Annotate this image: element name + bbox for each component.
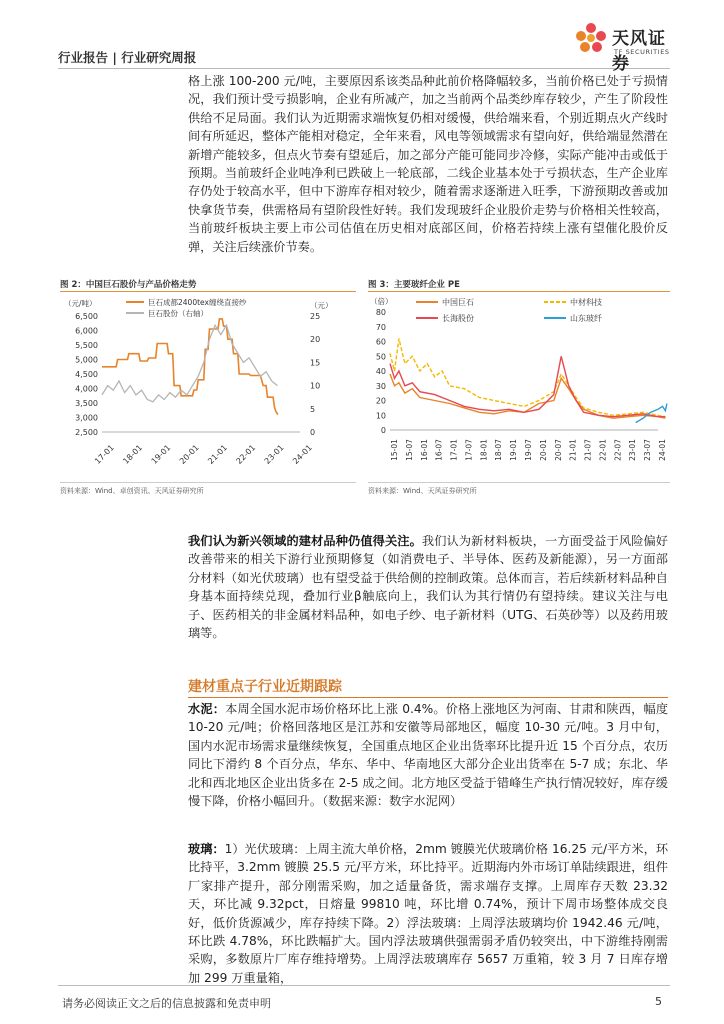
fig3-title: 图 3：主要玻纤企业 PE: [368, 280, 460, 290]
fig2-yright-tick: 5: [310, 404, 316, 414]
section-title: 建材重点子行业近期跟踪: [188, 679, 342, 695]
brand-logo: [572, 20, 682, 74]
fig3-bottom-rule: [368, 482, 670, 483]
fig3-x-tick: 18-07: [494, 439, 504, 461]
fig3-y-tick: 0: [380, 426, 386, 435]
fig2-chart: [60, 294, 360, 480]
fig2-left-unit: （元/吨）: [64, 299, 97, 308]
p4-lead: 玻璃：: [188, 842, 225, 856]
fig3-x-tick: 21-01: [568, 439, 578, 461]
fig3-x-tick: 21-07: [583, 439, 593, 461]
fig3-y-tick: 20: [375, 396, 386, 406]
fig3-series-line-3: [390, 356, 665, 416]
fig2-title: 图 2：中国巨石股价与产品价格走势: [60, 280, 197, 290]
paragraph-new-materials: [188, 532, 668, 642]
fig3-x-tick: 23-07: [643, 439, 653, 461]
fig3-legend-label: 中国巨石: [442, 298, 474, 307]
fig3-x-tick: 16-01: [419, 439, 429, 461]
fig3-x-tick: 19-01: [509, 439, 519, 461]
footer-divider: [58, 985, 670, 986]
fig2-yleft-tick: 3,500: [75, 399, 98, 408]
fig3-x-tick: 20-07: [553, 439, 563, 461]
fig2-legend-label: 巨石股份（右轴）: [148, 309, 208, 318]
fig3-legend-label: 山东玻纤: [570, 314, 602, 323]
fig2-title-rule: [60, 291, 356, 292]
fig3-x-tick: 18-01: [479, 439, 489, 461]
fig3-source: 资料来源：Wind、天风证券研究所: [368, 487, 477, 495]
fig2-yleft-tick: 5,000: [75, 355, 98, 365]
fig2-yleft-tick: 6,500: [75, 312, 98, 321]
section-divider: [188, 697, 668, 698]
paragraph-glass-fiber: 格上涨 100-200 元/吨，主要原因系该类品种此前价格降幅较多，当前价格已处于亏损情况，我们预计受亏损影响，企业有所减产，加之当前两个品类纱库存较少，产生了阶段性供给不足局面。我们认为近期需求端恢复仍相对缓慢，供给端来看，个别近期点火产线时间有所延迟，整体产能相对稳定，全年来看，风电等领域需求有望向好，供给端显然潜在新增产能较多，但点火节奏有望延后，加之部分产能可能同步冷修，实际产能冲击或低于预期。当前玻纤企业吨净利已跌破上一轮底部，二线企业基本处于亏损状态，生产企业库存仍处于较高水平，但中下游库存相对较少，随着需求逐渐进入旺季，下游预期改善或加快拿货节奏，供需格局有望阶段性好转。我们发现玻纤企业股价走势与价格相关性较高，当前玻纤板块主要上市公司估值在历史相对底部区间，价格若持续上涨有望催化股价反弹，关注后续涨价节奏。: [188, 74, 668, 254]
p3-lead: 水泥：: [188, 702, 226, 716]
fig2-x-tick: 24-01: [291, 443, 314, 466]
fig3-x-tick: 15-07: [404, 439, 414, 461]
header-divider: [58, 68, 670, 69]
page-number: 5: [655, 995, 662, 1008]
report-header-title: 行业报告 | 行业研究周报: [58, 50, 197, 65]
fig2-x-tick: 20-01: [177, 443, 201, 466]
fig3-y-tick: 80: [375, 308, 386, 317]
fig2-bottom-rule: [60, 482, 356, 483]
fig3-y-tick: 60: [375, 337, 386, 347]
fig2-yright-tick: 0: [310, 428, 316, 437]
fig3-x-tick: 15-01: [390, 439, 399, 461]
fig2-right-unit: （元）: [310, 301, 333, 310]
fig2-yright-tick: 25: [310, 312, 321, 321]
fig3-x-tick: 24-01: [658, 439, 667, 461]
fig2-x-tick: 22-01: [234, 443, 258, 466]
fig2-yleft-tick: 4,000: [75, 384, 98, 394]
p2-lead: 我们认为新兴领域的建材品种仍值得关注。: [188, 534, 422, 548]
fig3-y-tick: 40: [375, 367, 386, 376]
logo-flower-icon: [572, 20, 610, 60]
fig3-title-rule: [368, 291, 670, 292]
fig2-x-tick: 21-01: [206, 443, 230, 466]
paragraph-cement: [188, 700, 668, 810]
fig3-series-line-2: [390, 339, 665, 417]
fig2-source: 资料来源：Wind、卓创资讯、天风证券研究所: [60, 487, 204, 495]
fig2-legend-label: 巨石成都2400tex缠绕直接纱: [148, 298, 247, 307]
fig2-yleft-tick: 3,000: [75, 413, 98, 423]
fig3-x-tick: 17-07: [464, 439, 474, 461]
fig3-x-tick: 23-01: [628, 439, 638, 461]
paragraph-glass: [188, 840, 668, 987]
fig3-x-tick: 17-01: [449, 439, 459, 461]
fig3-y-tick: 70: [375, 322, 386, 332]
fig2-series-line-2: [102, 325, 277, 402]
footer-disclaimer: 请务必阅读正文之后的信息披露和免责申明: [62, 997, 271, 1010]
fig2-yright-tick: 10: [310, 381, 321, 391]
fig2-yleft-tick: 5,500: [75, 341, 98, 350]
fig3-x-tick: 19-07: [524, 439, 533, 461]
fig2-yleft-tick: 2,500: [75, 428, 98, 437]
fig3-chart: [366, 294, 672, 480]
fig2-x-tick: 18-01: [121, 443, 145, 466]
fig3-y-tick: 30: [375, 381, 386, 391]
fig2-series-line-1: [102, 319, 278, 415]
fig3-x-tick: 22-07: [613, 439, 623, 461]
fig3-legend-label: 中材科技: [570, 298, 602, 307]
logo-name-cn: 天风证券: [612, 29, 666, 74]
fig2-yright-tick: 20: [310, 335, 321, 345]
fig3-y-tick: 10: [375, 411, 386, 421]
fig3-x-tick: 22-01: [598, 439, 608, 461]
fig2-x-tick: 19-01: [149, 443, 173, 466]
fig3-y-tick: 50: [375, 352, 386, 362]
fig2-yleft-tick: 6,000: [75, 326, 98, 336]
fig3-x-tick: 20-01: [538, 439, 548, 461]
fig3-legend-label: 长海股份: [442, 314, 474, 323]
p3-body: 本周全国水泥市场价格环比上涨 0.4%。价格上涨地区为河南、甘肃和陕西，幅度 10-20 元/吨；价格回落地区是江苏和安徽等局部地区，幅度 10-30 元/吨。3 月中旬，国内水泥市场需求量继续恢复，全国重点地区企业出货率环比提升近 15 个百分点，农历同比下滑约 8 个百分点，华东、华中、华南地区大部分企业出货率在 5-7 成；东北、华北和西北地区企业出货多在 2-5 成之间。北方地区受益于错峰生产执行情况较好，库存缓慢下降，价格小幅回升。（数据来源：数字水泥网）: [188, 702, 669, 809]
fig2-yright-tick: 15: [310, 358, 321, 368]
fig2-x-tick: 17-01: [93, 443, 116, 466]
fig3-x-tick: 16-07: [434, 439, 444, 461]
p2-body: 我们认为新材料板块，一方面受益于风险偏好改善带来的相关下游行业预期修复（如消费电子、半导体、医药及新能源），另一方面部分材料（如光伏玻璃）也有望受益于供给侧的控制政策。总体而言，若后续新材料品种自身基本面持续兑现，叠加行业β触底向上，我们认为其行情仍有望持续。建议关注与电子、医药相关的非金属材料品种，如电子纱、电子新材料（UTG、石英砂等）以及药用玻璃等。: [188, 534, 668, 641]
fig2-x-tick: 23-01: [262, 443, 286, 466]
fig2-yleft-tick: 4,500: [75, 370, 98, 379]
fig3-unit: （倍）: [370, 297, 393, 306]
logo-name-en: TF SECURITIES: [614, 48, 670, 56]
p4-body: 1）光伏玻璃：上周主流大单价格，2mm 镀膜光伏玻璃价格 16.25 元/平方米，环比持平，3.2mm 镀膜 25.5 元/平方米，环比持平。近期海内外市场订单陆续跟进，组件厂家排产提升，部分刚需采购，加之适量备货，需求端存支撑。上周库存天数 23.32 天，环比减 9.32pct，日熔量 99810 吨，环比增 0.74%，预计下周市场整体成交良好，低价货源减少，库存持续下降。2）浮法玻璃：上周浮法玻璃均价 1942.46 元/吨，环比跌 4.78%，环比跌幅扩大。国内浮法玻璃供强需弱矛盾仍较突出，中下游维持刚需采购，多数原片厂库存维持增势。上周浮法玻璃库存 5657 万重箱，较 3 月 7 日库存增加 299 万重量箱，: [188, 842, 669, 985]
